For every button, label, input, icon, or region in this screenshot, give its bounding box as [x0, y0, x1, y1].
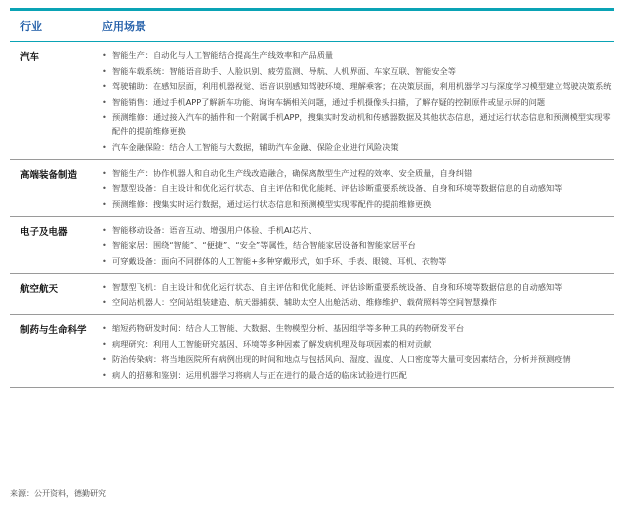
list-item: • 智能移动设备：语音互动、增强用户体验、手机AI芯片、	[102, 223, 614, 237]
section-high-end-equipment	[10, 160, 614, 217]
list-item: • 智慧型设备：自主设计和优化运行状态、自主评估和优化能耗、评估诊断重要系统设备、自身和环境等数据信息的自动感知等	[102, 181, 614, 195]
header-industry: 行业	[20, 20, 42, 33]
list-item: • 预测维修：搜集实时运行数据，通过运行状态信息和预测模型实现零配件的提前维修更换	[102, 197, 614, 211]
list-item: • 智能生产：自动化与人工智能结合提高生产线效率和产品质量	[102, 48, 614, 62]
table-header	[10, 11, 614, 42]
list-item: • 病人的招募和鉴别：运用机器学习将病人与正在进行的最合适的临床试验进行匹配	[102, 368, 614, 382]
list-item: • 防治传染病：将当地医院所有病例出现的时间和地点与包括风向、湿度、温度、人口密度等大量可变因素结合，分析并预测疫情	[102, 352, 614, 366]
list-item: • 缩短药物研发时间：结合人工智能、大数据、生物模型分析、基因组学等多种工具的药物研发平台	[102, 321, 614, 335]
list-item: • 预测维修：通过接入汽车的插件和一个附属手机APP，搜集实时发动机和传感器数据及其他状态信息，通过运行状态信息和预测模型实现零配件的提前维修更换	[102, 110, 614, 138]
list-item: • 可穿戴设备：面向不同群体的人工智能+多种穿戴形式，如手环、手表、眼镜、耳机、衣物等	[102, 254, 614, 268]
list-item: • 智能生产：协作机器人和自动化生产线改造融合，确保离散型生产过程的效率、安全质量，自身纠错	[102, 166, 614, 180]
list-item: • 智能车载系统：智能语音助手、人脸识别、疲劳监测、导航、人机界面、车家互联、智能安全等	[102, 64, 614, 78]
industry-label: 制药与生命科学	[20, 325, 87, 336]
industry-label: 汽车	[20, 52, 40, 63]
list-item: • 驾驶辅助：在感知层面，利用机器视觉、语音识别感知驾驶环境、理解乘客；在决策层面，利用机器学习与深度学习模型建立驾驶决策系统	[102, 79, 614, 93]
industry-label: 高端装备制造	[20, 169, 78, 181]
scenario-list	[102, 280, 614, 310]
list-item: • 病理研究：利用人工智能研究基因、环境等多种因素了解发病机理及每项因素的相对贡献	[102, 337, 614, 351]
scenario-list	[102, 223, 614, 268]
section-automotive	[10, 42, 614, 160]
list-item: • 汽车金融保险：结合人工智能与大数据，辅助汽车金融、保险企业进行风险决策	[102, 140, 614, 154]
list-item: • 智能家居：围绕“智能”、“便捷”、“安全”等属性，结合智能家居设备和智能家居平台	[102, 238, 614, 252]
industry-label: 电子及电器	[20, 226, 68, 238]
header-scenarios: 应用场景	[102, 20, 146, 33]
scenario-list	[102, 321, 614, 382]
scenario-list	[102, 166, 614, 211]
section-aerospace	[10, 274, 614, 316]
list-item: • 智慧型飞机：自主设计和优化运行状态、自主评估和优化能耗、评估诊断重要系统设备、自身和环境等数据信息的自动感知等	[102, 280, 614, 294]
list-item: • 空间站机器人：空间站组装建造、航天器捕获、辅助太空人出舱活动、维修维护、载荷照料等空间智慧操作	[102, 295, 614, 309]
section-pharma	[10, 315, 614, 388]
section-electronics	[10, 217, 614, 274]
industry-ai-table	[10, 8, 614, 388]
scenario-list	[102, 48, 614, 154]
source-note: 来源：公开资料，德勤研究	[10, 489, 106, 498]
industry-label: 航空航天	[20, 283, 59, 295]
list-item: • 智能销售：通过手机APP了解新车功能、询询车辆相关问题，通过手机摄像头扫描，了解存疑的控制原件或显示屏的问题	[102, 95, 614, 109]
